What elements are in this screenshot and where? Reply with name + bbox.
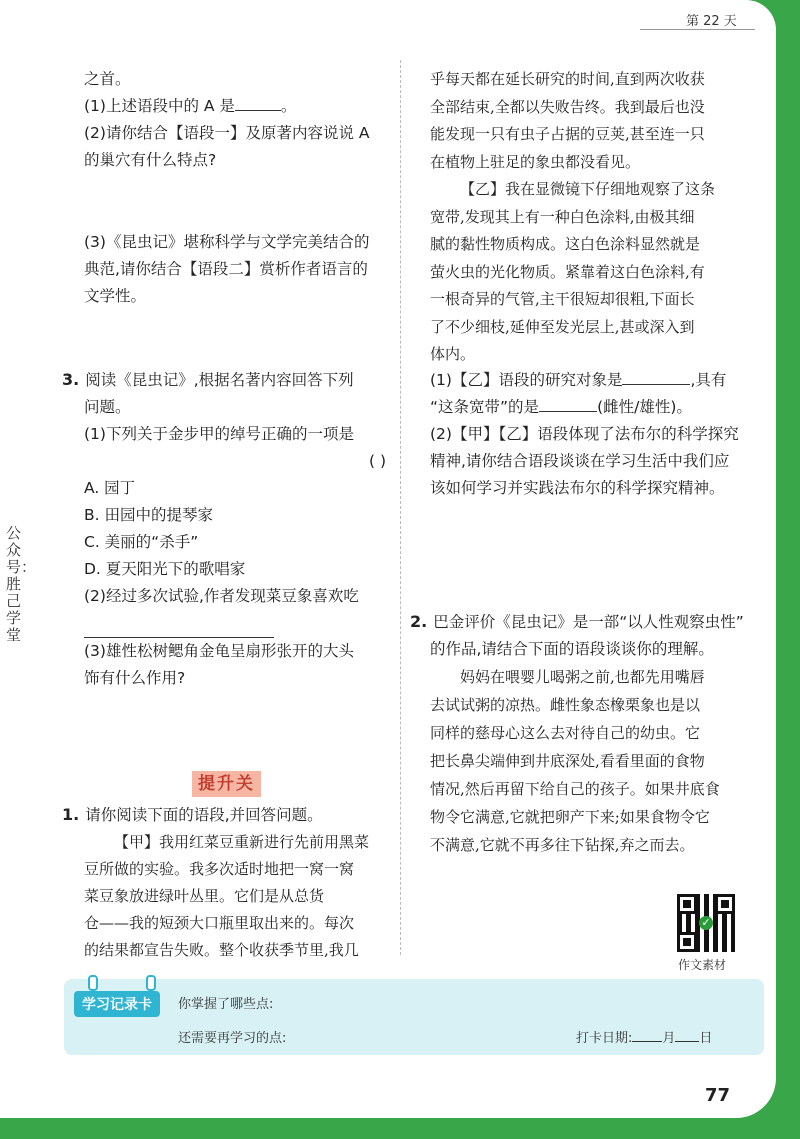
question-3-part-2: (2)经过多次试验,作者发现菜豆象喜欢吃 — [84, 587, 359, 605]
question-1-part-3-end: 文学性。 — [84, 287, 147, 305]
question-1-part-1-right: (1)【乙】语段的研究对象是 ,具有 — [430, 371, 727, 389]
option-d: D. 夏天阳光下的歌唱家 — [84, 560, 246, 578]
check-icon: ✓ — [699, 916, 713, 930]
passage-line: 在植物上驻足的象虫都没看见。 — [430, 152, 641, 171]
question-2-stem: 巴金评价《昆虫记》是一部“以人性观察虫性” — [433, 613, 744, 631]
passage-jia-line: 菜豆象放进绿叶丛里。它们是从总货 — [84, 887, 325, 905]
passage-jia-line: 的结果都宣告失败。整个收获季节里,我几 — [84, 941, 359, 959]
question-3 — [62, 366, 394, 692]
question-3-stem: 阅读《昆虫记》,根据名著内容回答下列 — [85, 371, 354, 389]
checkin-date: 打卡日期: 月 日 — [576, 1031, 713, 1046]
study-record-card — [64, 979, 764, 1055]
question-1-part-2-right-end: 该如何学习并实践法布尔的科学探究精神。 — [430, 479, 725, 497]
question-1-part-2: (2)请你结合【语段一】及原著内容说说 A — [84, 124, 370, 142]
question-1-part-2-right: (2)【甲】【乙】语段体现了法布尔的科学探究 — [430, 425, 739, 443]
passage-line: 腻的黏性物质构成。这白色涂料显然就是 — [430, 235, 701, 253]
qr-code[interactable] — [677, 894, 735, 952]
section-title: 提升关 — [192, 771, 261, 797]
section-question-1 — [62, 801, 398, 964]
question-3-part-1: (1)下列关于金步甲的绰号正确的一项是 — [84, 425, 354, 443]
section-question-1-number: 1. — [62, 805, 80, 824]
passage-line: 妈妈在喂婴儿喝粥之前,也都先用嘴唇 — [460, 668, 705, 686]
left-column-top — [84, 66, 394, 310]
passage-line: 萤火虫的光化物质。紧靠着这白色涂料,有 — [430, 262, 705, 281]
column-divider — [400, 60, 401, 955]
qr-caption: 作文素材 — [678, 958, 727, 972]
passage-line: 情况,然后再留下给自己的孩子。如果井底食 — [430, 780, 720, 798]
question-2-number: 2. — [410, 612, 428, 631]
question-2-stem-cont: 的作品,请结合下面的语段谈谈你的理解。 — [430, 640, 714, 658]
passage-jia-line: 豆所做的实验。我多次适时地把一窝一窝 — [84, 860, 355, 878]
question-1-part-2-cont: 的巢穴有什么特点? — [84, 151, 217, 169]
answer-line — [62, 610, 394, 638]
question-3-stem-cont: 问题。 — [84, 398, 131, 416]
passage-jia-line: 仓——我的短颈大口瓶里取出来的。每次 — [84, 914, 355, 932]
sidebar-watermark: 公众号：胜己学堂 — [6, 524, 37, 644]
passage-line: 同样的慈母心这么去对待自己的幼虫。它 — [430, 724, 701, 742]
option-c: C. 美丽的“杀手” — [84, 533, 199, 551]
option-b: B. 田园中的提琴家 — [84, 506, 213, 524]
passage-line: 了不少细枝,延伸至发光层上,甚或深入到 — [430, 317, 695, 336]
pin-icon — [146, 975, 156, 991]
card-line-mastered: 你掌握了哪些点: — [178, 997, 274, 1012]
passage-line: 去试试粥的凉热。雌性象态橡栗象也是以 — [430, 696, 701, 714]
question-3-number: 3. — [62, 370, 80, 389]
question-1-part-1: (1)上述语段中的 A 是 。 — [84, 97, 297, 115]
page-number: 77 — [705, 1085, 731, 1106]
day-label: 第 22 天 — [686, 14, 737, 29]
passage-jia-line: 【甲】我用红菜豆重新进行先前用黑菜 — [114, 833, 370, 851]
question-1-part-3-cont: 典范,请你结合【语段二】赏析作者语言的 — [84, 260, 368, 278]
section-question-1-stem: 请你阅读下面的语段,并回答问题。 — [85, 806, 323, 824]
question-2 — [410, 608, 762, 859]
question-1-part-2-right-cont: 精神,请你结合语段谈谈在学习生活中我们应 — [430, 452, 730, 470]
card-tag: 学习记录卡 — [74, 991, 160, 1017]
option-a: A. 园丁 — [84, 479, 136, 497]
passage-line: 不满意,它就不再多往下钻探,弃之而去。 — [430, 836, 695, 854]
question-3-part-3: (3)雄性松树鳃角金龟呈扇形张开的大头 — [84, 642, 354, 660]
passage-yi-line: 【乙】我在显微镜下仔细地观察了这条 — [460, 180, 716, 198]
passage-line: 把长鼻尖端伸到井底深处,看看里面的食物 — [430, 752, 705, 770]
left-line: 之首。 — [84, 70, 131, 88]
passage-line: 能发现一只有虫子占据的豆荚,甚至连一只 — [430, 125, 705, 143]
question-1-part-3: (3)《昆虫记》堪称科学与文学完美结合的 — [84, 233, 370, 251]
passage-line: 物令它满意,它就把卵产下来;如果食物令它 — [430, 808, 710, 826]
passage-line: 宽带,发现其上有一种白色涂料,由极其细 — [430, 207, 695, 226]
right-passage — [430, 66, 750, 369]
question-1-part-1-right-cont: “这条宽带”的是 (雌性/雄性)。 — [430, 398, 692, 416]
pin-icon — [88, 975, 98, 991]
header-rule — [640, 29, 755, 30]
passage-line: 体内。 — [430, 345, 476, 363]
right-questions — [430, 367, 760, 502]
passage-line: 全部结束,全都以失败告终。我到最后也没 — [430, 97, 705, 116]
card-line-review: 还需要再学习的点: — [178, 1031, 287, 1046]
question-3-part-3-cont: 饰有什么作用? — [84, 669, 186, 687]
answer-paren: ( ) — [368, 452, 386, 470]
passage-line: 一根奇异的气管,主干很短却很粗,下面长 — [430, 290, 695, 308]
passage-line: 乎每天都在延长研究的时间,直到两次收获 — [430, 70, 705, 88]
